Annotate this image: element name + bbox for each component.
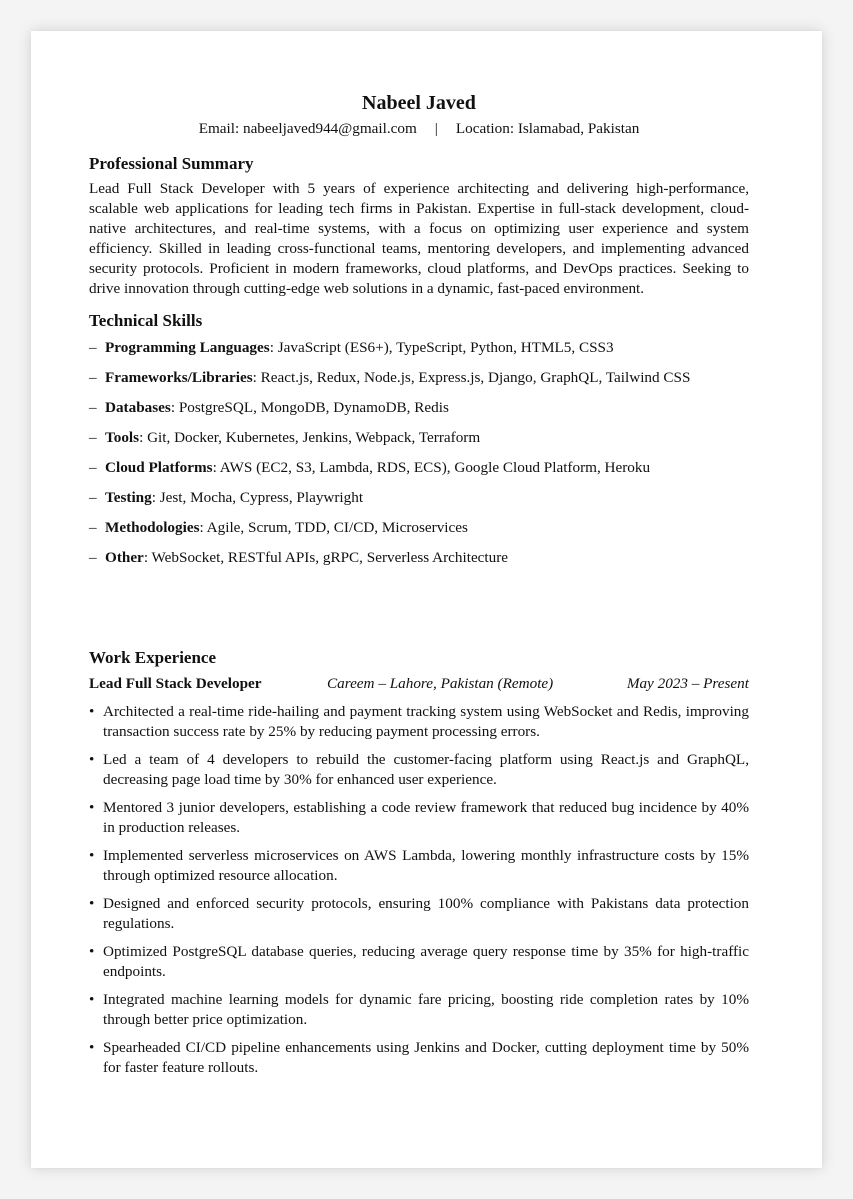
job-company: Careem – Lahore, Pakistan (Remote)	[327, 675, 554, 692]
work-heading: Work Experience	[89, 648, 217, 667]
job-bullet-text: Spearheaded CI/CD pipeline enhancements using Jenkins and Docker, cutting deployment time by 50% for faster feature rollouts.	[103, 1039, 749, 1076]
job-bullet-text: Designed and enforced security protocols, ensuring 100% compliance with Pakistans data protection regulations.	[103, 895, 749, 932]
bullet-dot: •	[89, 703, 95, 720]
skill-item	[89, 518, 749, 548]
bullet-dot: •	[89, 991, 95, 1008]
job-role: Lead Full Stack Developer	[89, 675, 262, 692]
contact-email: Email: nabeeljaved944@gmail.com	[198, 120, 417, 137]
bullet-dot: •	[89, 799, 95, 816]
resume-page	[31, 31, 822, 1168]
skill-item	[89, 428, 749, 458]
job-bullet-text: Integrated machine learning models for dynamic fare pricing, boosting ride completion rates by 10% through better price optimization.	[103, 991, 749, 1028]
skill-label: Methodologies	[105, 519, 200, 536]
skill-label: Cloud Platforms	[105, 459, 213, 476]
skills-list	[89, 338, 749, 578]
resume-content	[89, 91, 749, 1086]
skills-heading: Technical Skills	[89, 311, 203, 330]
summary-heading: Professional Summary	[89, 154, 254, 173]
skill-item	[89, 548, 749, 578]
job-bullet-item	[89, 750, 749, 790]
skill-value: : React.js, Redux, Node.js, Express.js, Django, GraphQL, Tailwind CSS	[252, 369, 691, 386]
bullet-dot: •	[89, 895, 95, 912]
bullet-dot: •	[89, 751, 95, 768]
job-bullet-text: Optimized PostgreSQL database queries, reducing average query response time by 35% for high-traffic endpoints.	[103, 943, 749, 980]
skill-value: : Agile, Scrum, TDD, CI/CD, Microservices	[199, 519, 468, 536]
bullet-dot: •	[89, 847, 95, 864]
summary-text: Lead Full Stack Developer with 5 years of experience architecting and delivering high-performance, scalable web applications for leading tech firms in Pakistan. Expertise in full-stack development, cloud-native architectures, and real-time systems, with a focus on optimizing user experience and system efficiency. Skilled in leading cross-functional teams, mentoring developers, and implementing advanced security protocols. Proficient in modern frameworks, cloud platforms, and DevOps practices. Seeking to drive innovation through cutting-edge web solutions in a dynamic, fast-paced environment.	[89, 180, 749, 297]
bullet-dot: •	[89, 1039, 95, 1056]
dash-bullet: –	[89, 519, 97, 536]
dash-bullet: –	[89, 369, 97, 386]
skill-label: Other	[105, 549, 144, 566]
skill-label: Tools	[105, 429, 140, 446]
dash-bullet: –	[89, 489, 97, 506]
skill-label: Programming Languages	[105, 339, 270, 356]
job-bullet-text: Led a team of 4 developers to rebuild the customer-facing platform using React.js and GraphQL, decreasing page load time by 30% for enhanced user experience.	[103, 751, 749, 788]
skill-item	[89, 488, 749, 518]
job-bullet-text: Implemented serverless microservices on AWS Lambda, lowering monthly infrastructure costs by 15% through optimized resource allocation.	[103, 847, 749, 884]
job-bullet-item	[89, 846, 749, 886]
skill-item	[89, 398, 749, 428]
job-header	[89, 674, 749, 696]
job-bullet-item	[89, 702, 749, 742]
dash-bullet: –	[89, 399, 97, 416]
skill-item	[89, 368, 749, 398]
bullet-dot: •	[89, 943, 95, 960]
contact-separator: |	[434, 120, 438, 137]
dash-bullet: –	[89, 339, 97, 356]
dash-bullet: –	[89, 429, 97, 446]
skill-value: : WebSocket, RESTful APIs, gRPC, Serverless Architecture	[143, 549, 509, 566]
job-bullet-text: Mentored 3 junior developers, establishing a code review framework that reduced bug incidence by 40% in production releases.	[103, 799, 749, 836]
skill-value: : AWS (EC2, S3, Lambda, RDS, ECS), Google Cloud Platform, Heroku	[212, 459, 651, 476]
skill-label: Databases	[105, 399, 171, 416]
skill-value: : PostgreSQL, MongoDB, DynamoDB, Redis	[170, 399, 449, 416]
job-bullet-item	[89, 894, 749, 934]
job-bullet-item	[89, 1038, 749, 1078]
dash-bullet: –	[89, 549, 97, 566]
skill-label: Testing	[105, 489, 152, 506]
job-dates: May 2023 – Present	[626, 675, 749, 692]
job-bullet-item	[89, 990, 749, 1030]
skill-item	[89, 338, 749, 368]
skill-item	[89, 458, 749, 488]
job-bullet-item	[89, 798, 749, 838]
candidate-name: Nabeel Javed	[362, 92, 476, 114]
skill-value: : JavaScript (ES6+), TypeScript, Python, HTML5, CSS3	[269, 339, 614, 356]
skill-value: : Jest, Mocha, Cypress, Playwright	[151, 489, 364, 506]
contact-line	[89, 119, 749, 139]
job-bullets	[89, 702, 749, 1078]
contact-location: Location: Islamabad, Pakistan	[455, 120, 640, 137]
skill-value: : Git, Docker, Kubernetes, Jenkins, Webpack, Terraform	[139, 429, 481, 446]
dash-bullet: –	[89, 459, 97, 476]
job-bullet-text: Architected a real-time ride-hailing and payment tracking system using WebSocket and Redis, improving transaction success rate by 25% by reducing payment processing errors.	[103, 703, 749, 740]
skill-label: Frameworks/Libraries	[105, 369, 253, 386]
job-bullet-item	[89, 942, 749, 982]
